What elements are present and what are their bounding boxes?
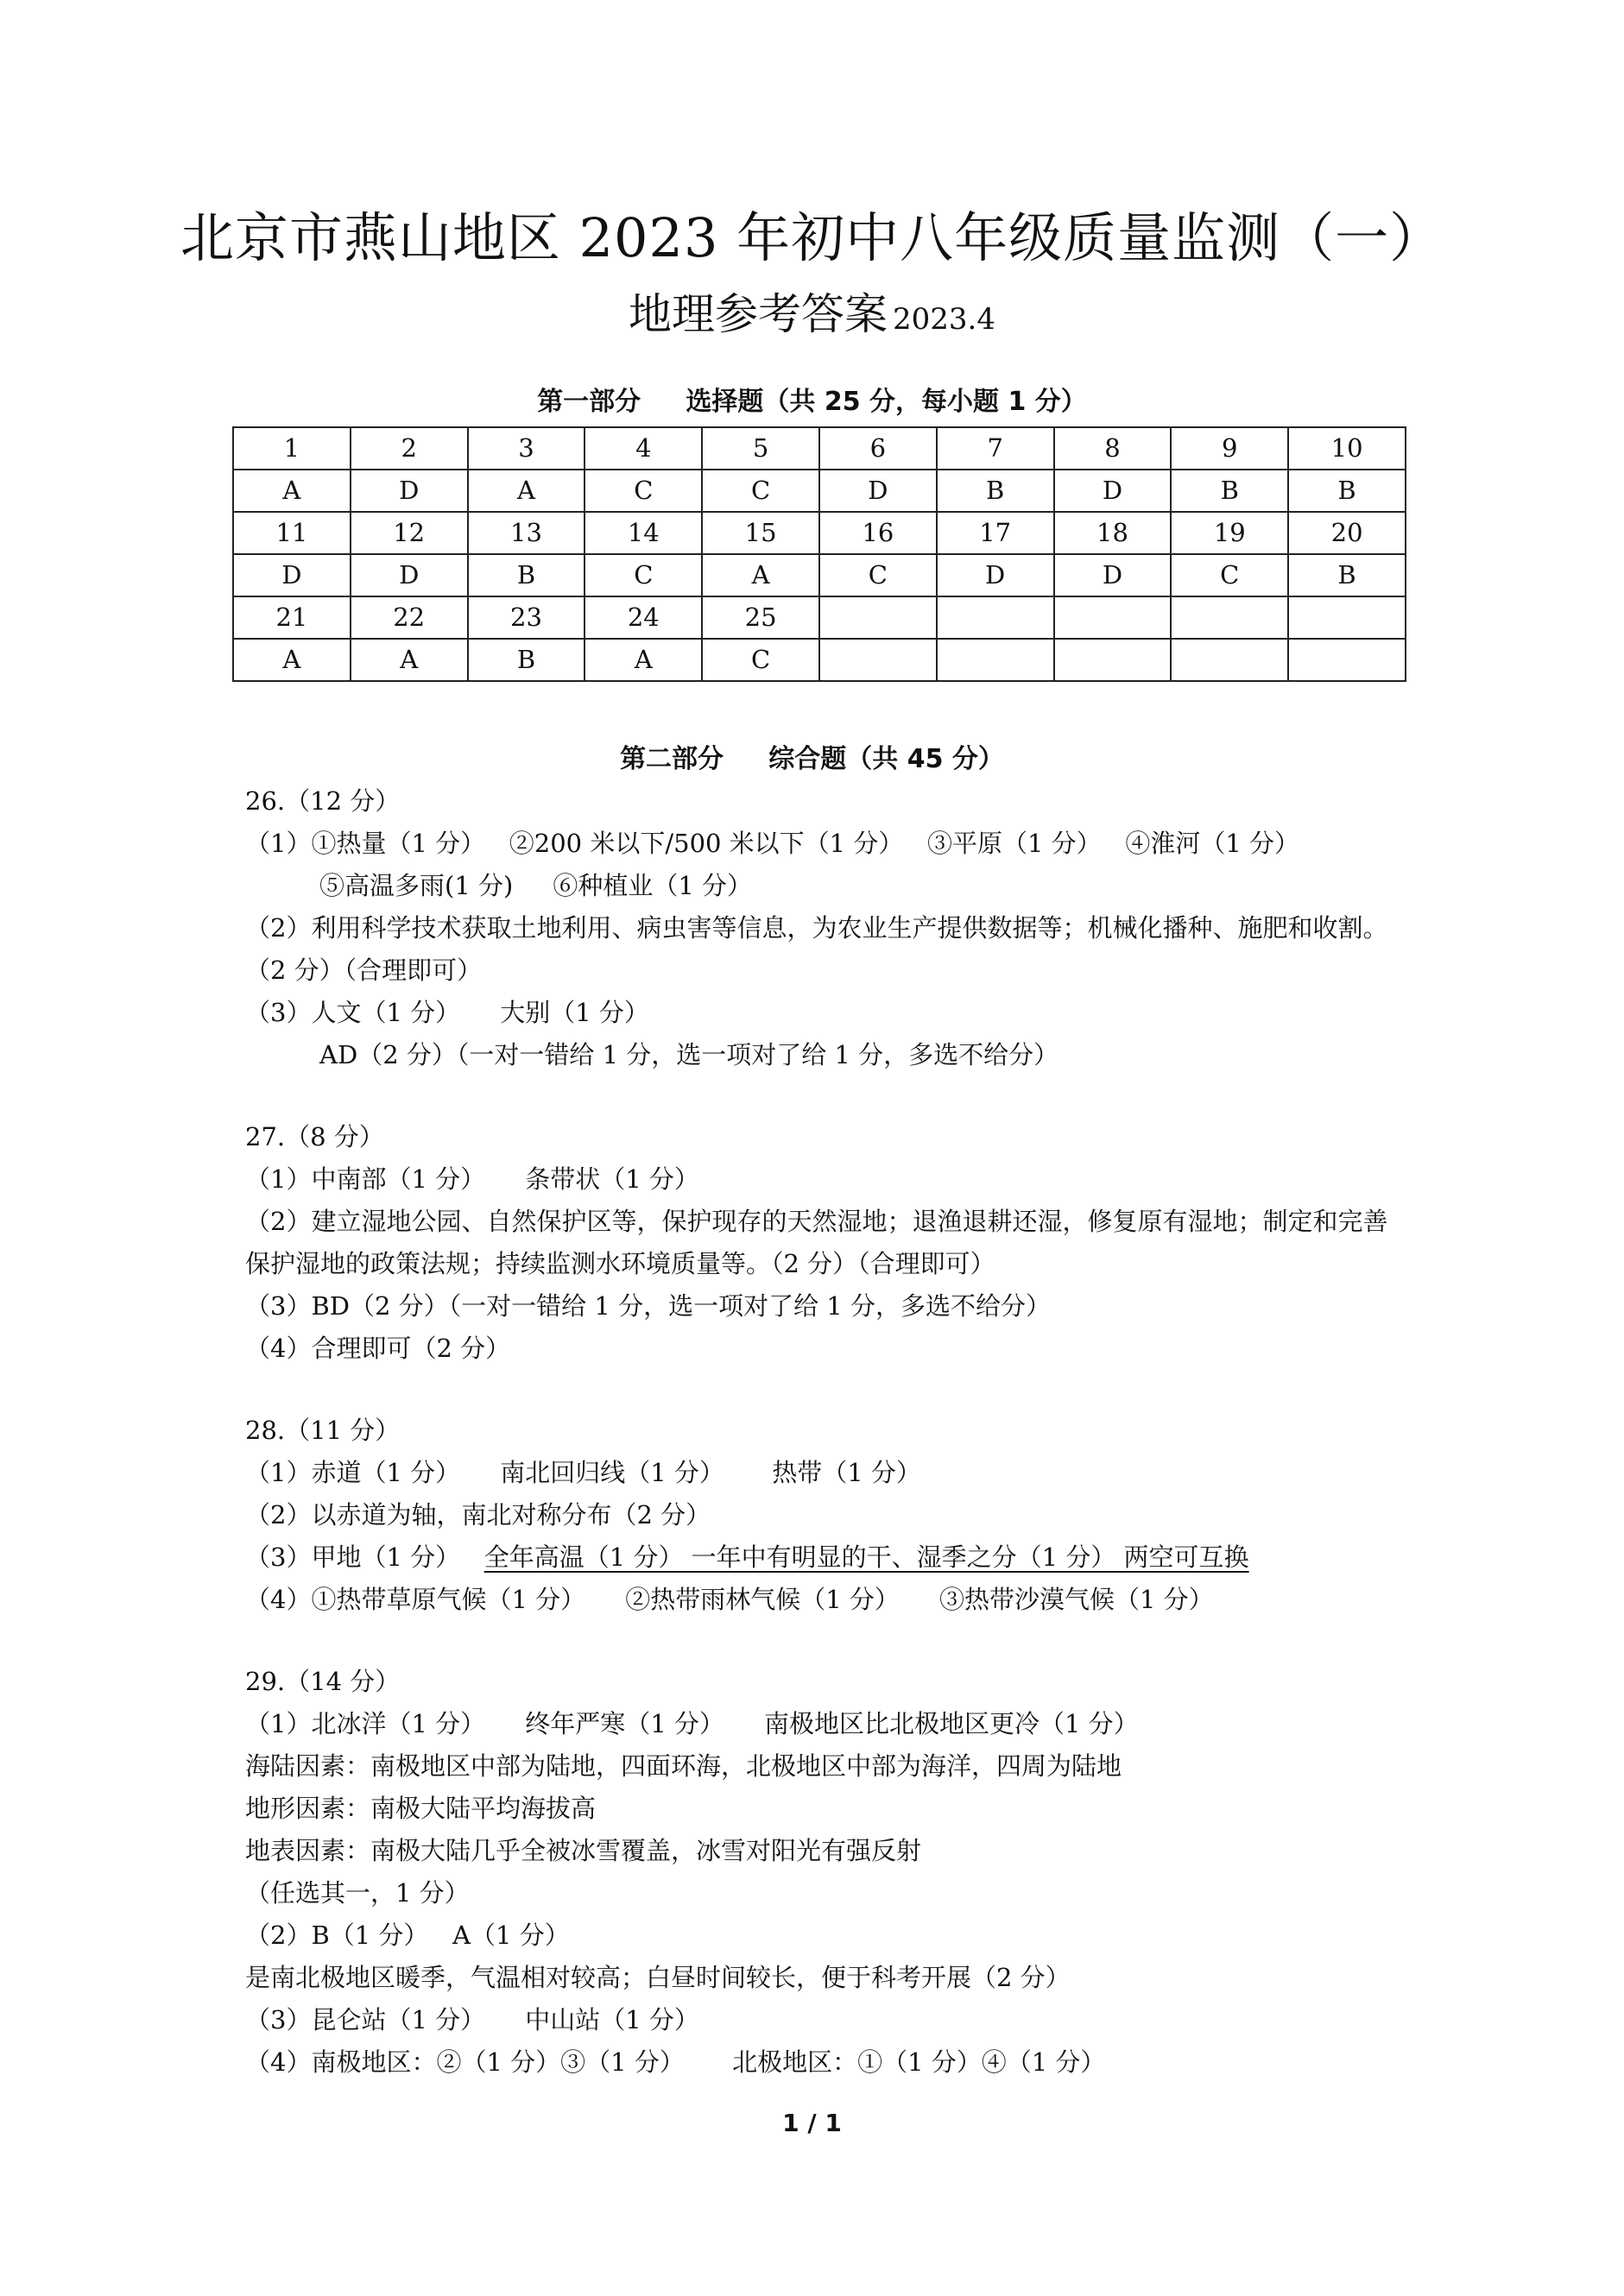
answer-table-cell: D [233, 554, 351, 596]
answer-table-cell [1054, 639, 1172, 681]
answer-table-cell: A [585, 639, 702, 681]
answer-table-cell: 15 [702, 512, 819, 554]
q28-line-3-underlined: 全年高温（1 分） 一年中有明显的干、湿季之分（1 分） 两空可互换 [483, 1542, 1249, 1572]
answer-table-cell [819, 639, 937, 681]
answer-table-cell: 6 [819, 427, 937, 470]
answer-table-cell: 7 [937, 427, 1054, 470]
answer-table-cell: B [1171, 470, 1288, 512]
q26-line-3: （2）利用科学技术获取土地利用、病虫害等信息，为农业生产提供数据等；机械化播种、施肥和收割。（2 分）（合理即可） [245, 913, 1388, 985]
answer-table-cell: 21 [233, 596, 351, 639]
answer-table-cell: D [937, 554, 1054, 596]
answer-table-cell: 10 [1288, 427, 1406, 470]
answer-table-cell: 19 [1171, 512, 1288, 554]
answer-table-cell: B [1288, 470, 1406, 512]
answer-table-row [233, 596, 1406, 639]
q29-line-5: （任选其一，1 分） [245, 1878, 470, 1908]
answer-table-cell: 16 [819, 512, 937, 554]
q27-line-1: （1）中南部（1 分） 条带状（1 分） [245, 1164, 699, 1194]
answer-table-cell: 22 [351, 596, 468, 639]
answer-table-cell: C [585, 554, 702, 596]
answer-table-cell: D [1054, 554, 1172, 596]
answer-table-cell [1171, 639, 1288, 681]
q28-line-1: （1）赤道（1 分） 南北回归线（1 分） 热带（1 分） [245, 1458, 921, 1487]
q29-line-9: （4）南极地区：②（1 分）③（1 分） 北极地区：①（1 分）④（1 分） [245, 2047, 1106, 2077]
answer-table-cell: C [1171, 554, 1288, 596]
q27-title: 27.（8 分） [245, 1122, 384, 1151]
answer-table-cell: 13 [468, 512, 585, 554]
part1-heading: 第一部分 选择题（共 25 分，每小题 1 分） [537, 387, 1087, 417]
answer-table-cell: D [819, 470, 937, 512]
answer-table-cell: A [233, 470, 351, 512]
answer-table-cell: A [351, 639, 468, 681]
answer-table-cell: D [1054, 470, 1172, 512]
q26-line-1: （1）①热量（1 分） ②200 米以下/500 米以下（1 分） ③平原（1 分） ④淮河（1 分） [245, 829, 1300, 858]
answer-table-cell: B [468, 639, 585, 681]
q29-line-3: 地形因素：南极大陆平均海拔高 [245, 1794, 597, 1823]
q29-line-8: （3）昆仑站（1 分） 中山站（1 分） [245, 2005, 699, 2034]
q29-line-7: 是南北极地区暖季，气温相对较高；白昼时间较长，便于科考开展（2 分） [245, 1963, 1071, 1992]
answer-table-cell [1054, 596, 1172, 639]
answer-table-cell [937, 639, 1054, 681]
answer-table-cell: 12 [351, 512, 468, 554]
answer-table-cell [1171, 596, 1288, 639]
q29-line-6: （2）B（1 分） A（1 分） [245, 1921, 570, 1950]
answer-table-cell: D [351, 554, 468, 596]
q26-line-2: ⑤高温多雨(1 分) ⑥种植业（1 分） [319, 871, 753, 900]
answer-table-cell: B [468, 554, 585, 596]
q29-title: 29.（14 分） [245, 1667, 401, 1696]
spacer [245, 1621, 1402, 1661]
page-subtitle [0, 285, 1624, 349]
answer-table-cell: 24 [585, 596, 702, 639]
answer-table-cell: D [351, 470, 468, 512]
answer-table-cell: 2 [351, 427, 468, 470]
q28-line-4: （4）①热带草原气候（1 分） ②热带雨林气候（1 分） ③热带沙漠气候（1 分） [245, 1585, 1214, 1614]
page-title: 北京市燕山地区 2023 年初中八年级质量监测（一） [180, 206, 1444, 269]
answer-table-cell: C [702, 639, 819, 681]
q27-line-4: （4）合理即可（2 分） [245, 1334, 511, 1363]
q28-line-3-lead: （3）甲地（1 分） [245, 1542, 484, 1572]
answer-table-cell: A [468, 470, 585, 512]
answer-table-cell: 14 [585, 512, 702, 554]
answer-table-cell: 17 [937, 512, 1054, 554]
answer-table-cell: 3 [468, 427, 585, 470]
spacer [245, 1370, 1402, 1410]
answer-table-cell: A [702, 554, 819, 596]
q29-line-4: 地表因素：南极大陆几乎全被冰雪覆盖，冰雪对阳光有强反射 [245, 1836, 922, 1865]
answer-table-cell: 1 [233, 427, 351, 470]
answer-table-cell: 18 [1054, 512, 1172, 554]
q28-title: 28.（11 分） [245, 1416, 401, 1445]
answer-table-row [233, 512, 1406, 554]
answer-table-cell: A [233, 639, 351, 681]
answer-table-cell: 5 [702, 427, 819, 470]
q28-line-3 [245, 1536, 1402, 1579]
answer-table-cell: 4 [585, 427, 702, 470]
answer-table [232, 426, 1406, 682]
answer-table-cell: 25 [702, 596, 819, 639]
answer-table-row [233, 554, 1406, 596]
answer-table-cell: 9 [1171, 427, 1288, 470]
q26-title: 26.（12 分） [245, 786, 401, 816]
answer-table-row [233, 427, 1406, 470]
q27-line-3: （3）BD（2 分）（一对一错给 1 分，选一项对了给 1 分，多选不给分） [245, 1291, 1051, 1321]
answer-table-cell [1288, 596, 1406, 639]
subtitle-date: 2023.4 [893, 302, 995, 337]
q26-line-4: （3）人文（1 分） 大别（1 分） [245, 998, 649, 1027]
answer-table-cell [1288, 639, 1406, 681]
answers-content [245, 780, 1402, 2084]
q26-line-5: AD（2 分）（一对一错给 1 分，选一项对了给 1 分，多选不给分） [319, 1040, 1059, 1069]
answer-table-cell: 11 [233, 512, 351, 554]
answer-table-cell: 8 [1054, 427, 1172, 470]
q29-line-1: （1）北冰洋（1 分） 终年严寒（1 分） 南极地区比北极地区更冷（1 分） [245, 1709, 1139, 1738]
answer-table-row [233, 639, 1406, 681]
answer-table-body [233, 427, 1406, 681]
answer-table-cell: B [937, 470, 1054, 512]
spacer [245, 1076, 1402, 1116]
answer-table-cell: 20 [1288, 512, 1406, 554]
answer-table-row [233, 470, 1406, 512]
answer-table-cell: C [585, 470, 702, 512]
answer-table-cell: 23 [468, 596, 585, 639]
answer-table-cell [937, 596, 1054, 639]
answer-table-cell [819, 596, 937, 639]
answer-table-cell: C [819, 554, 937, 596]
answer-table-cell: B [1288, 554, 1406, 596]
answer-table-cell: C [702, 470, 819, 512]
q29-line-2: 海陆因素：南极地区中部为陆地，四面环海，北极地区中部为海洋，四周为陆地 [245, 1751, 1122, 1781]
subtitle-text: 地理参考答案 [629, 289, 888, 339]
part2-heading: 第二部分 综合题（共 45 分） [620, 744, 1004, 774]
q28-line-2: （2）以赤道为轴，南北对称分布（2 分） [245, 1500, 711, 1530]
page-number: 1 / 1 [782, 2109, 842, 2137]
q27-line-2: （2）建立湿地公园、自然保护区等，保护现存的天然湿地；退渔退耕还湿，修复原有湿地；制定和完善保护湿地的政策法规；持续监测水环境质量等。（2 分）（合理即可） [245, 1207, 1388, 1278]
